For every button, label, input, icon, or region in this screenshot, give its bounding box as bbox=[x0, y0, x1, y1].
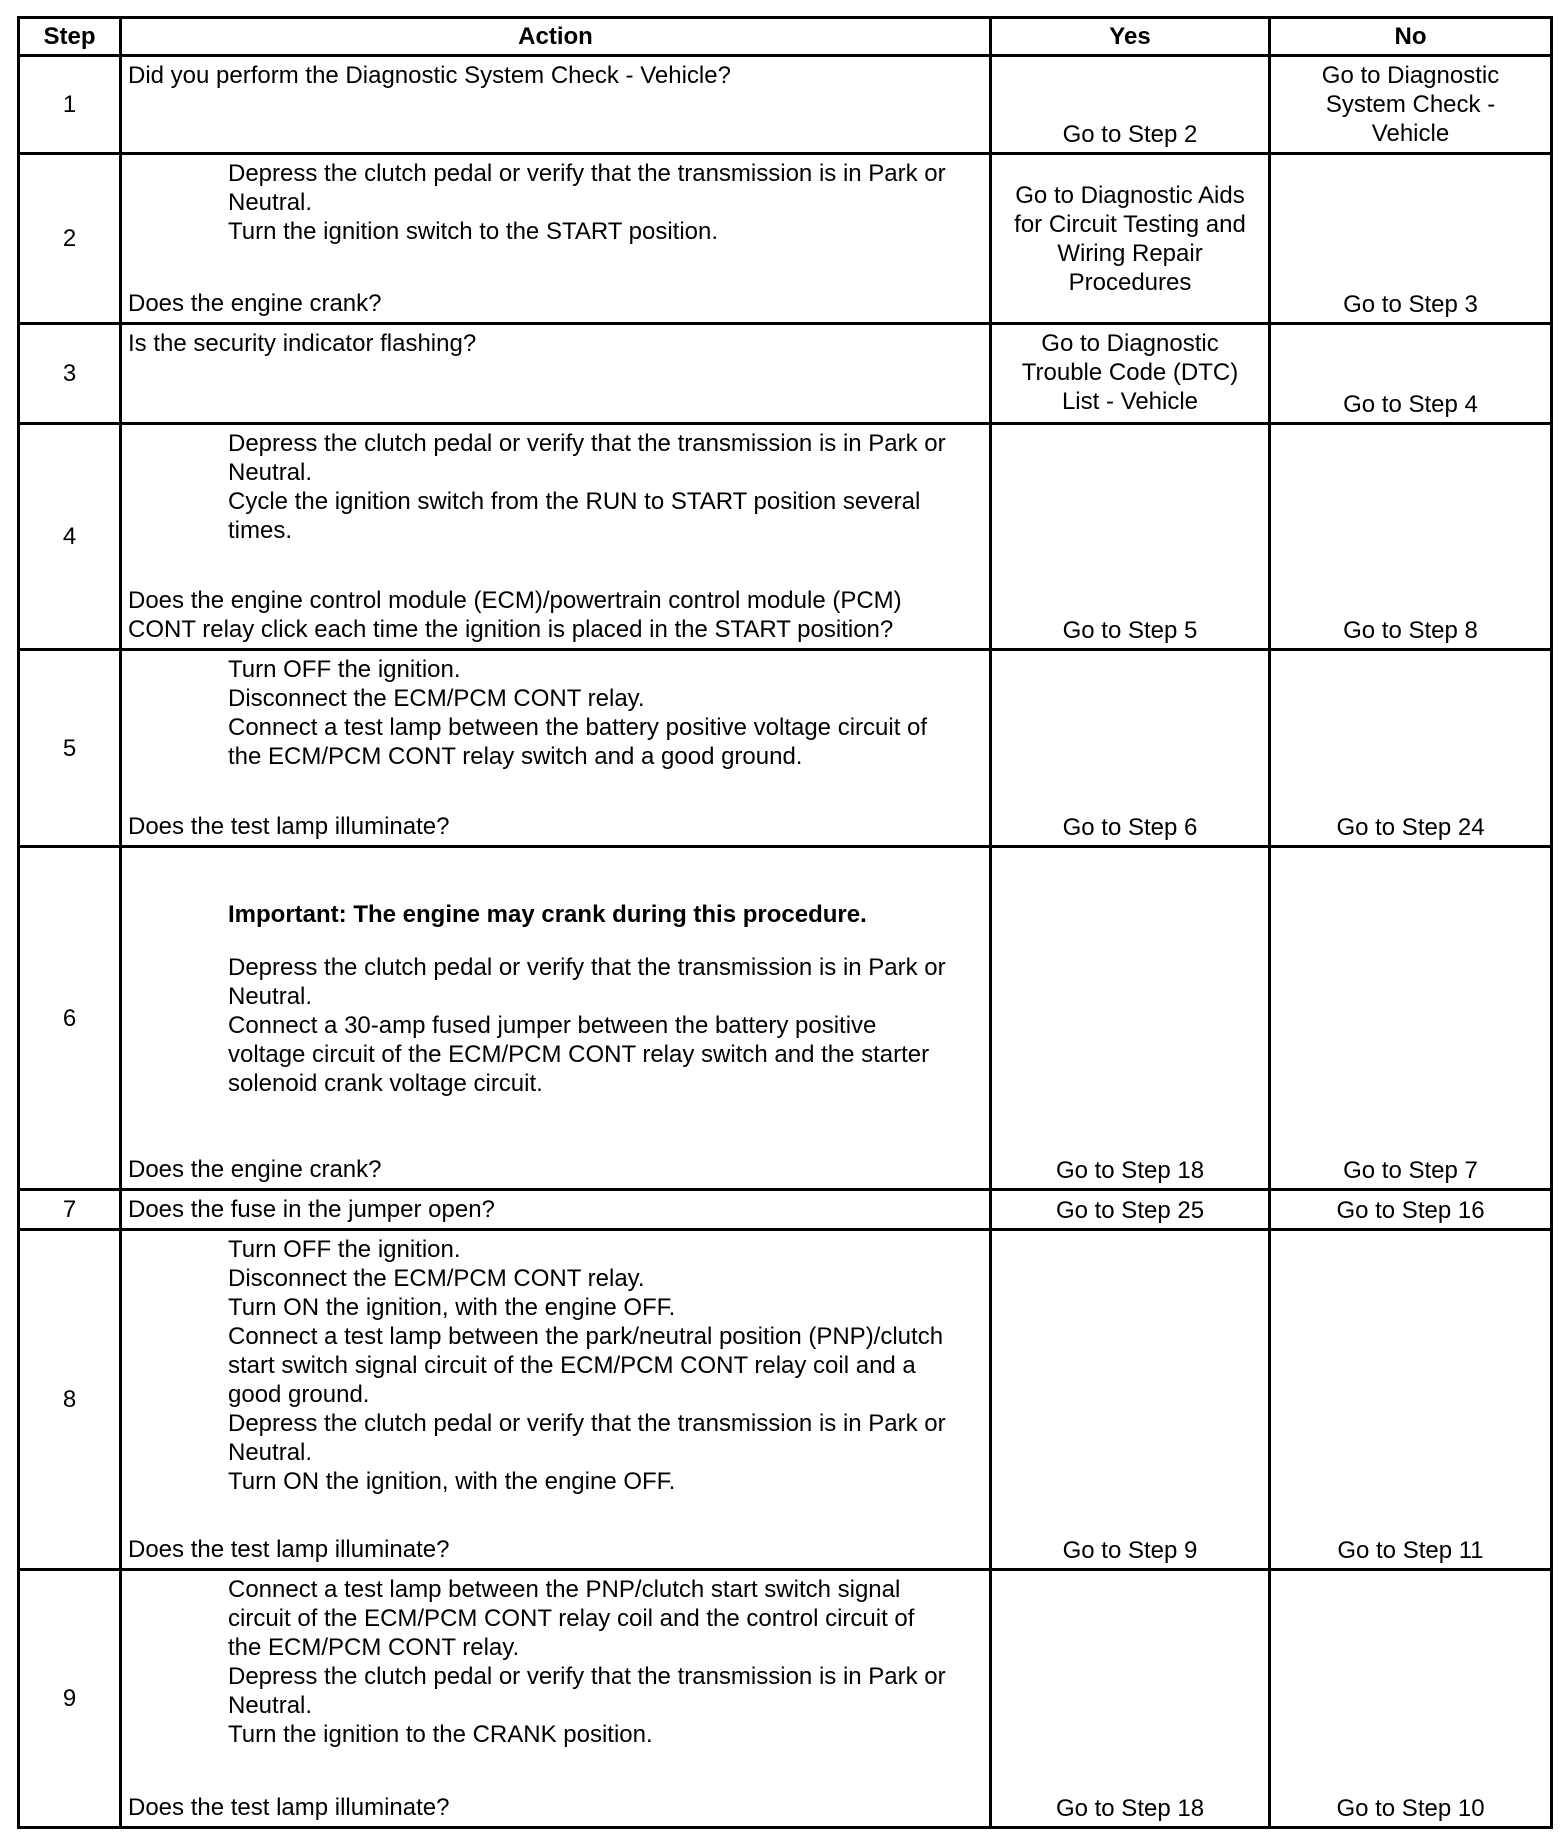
no-result-line: Go to Step 16 bbox=[1336, 1196, 1485, 1224]
yes-result bbox=[992, 1191, 1268, 1228]
action-question: Did you perform the Diagnostic System Check - Vehicle? bbox=[128, 62, 731, 89]
yes-result-line: Go to Step 2 bbox=[1062, 121, 1198, 148]
action-question: Does the fuse in the jumper open? bbox=[128, 1196, 495, 1223]
no-result bbox=[1271, 57, 1550, 152]
column-divider bbox=[1550, 16, 1553, 1829]
action-step-line: Depress the clutch pedal or verify that the transmission is in Park or bbox=[228, 954, 946, 981]
action-cell bbox=[122, 325, 989, 422]
action-step-line: voltage circuit of the ECM/PCM CONT relay switch and the starter bbox=[228, 1041, 930, 1068]
action-cell bbox=[122, 848, 989, 1188]
yes-result bbox=[992, 848, 1268, 1188]
no-result-line: System Check - bbox=[1325, 91, 1496, 118]
action-cell bbox=[122, 1231, 989, 1568]
action-instructions bbox=[128, 429, 985, 545]
no-result-line: Go to Step 4 bbox=[1343, 391, 1478, 418]
action-step-line: the ECM/PCM CONT relay. bbox=[228, 1634, 520, 1661]
action-step-line: Disconnect the ECM/PCM CONT relay. bbox=[228, 685, 645, 712]
step-number: 5 bbox=[62, 734, 77, 762]
important-note: Important: The engine may crank during this procedure. bbox=[228, 901, 867, 928]
action-question-line: CONT relay click each time the ignition is placed in the START position? bbox=[128, 616, 894, 643]
yes-result-line: Go to Step 25 bbox=[1055, 1196, 1205, 1224]
no-result-line: Go to Step 10 bbox=[1336, 1795, 1485, 1822]
action-step-line: Disconnect the ECM/PCM CONT relay. bbox=[228, 1265, 645, 1292]
no-result-line: Go to Step 3 bbox=[1343, 291, 1478, 318]
no-result bbox=[1271, 1191, 1550, 1228]
yes-result bbox=[992, 57, 1268, 152]
action-step-line: Neutral. bbox=[228, 1439, 313, 1466]
action-step-line: solenoid crank voltage circuit. bbox=[228, 1070, 543, 1097]
no-result bbox=[1271, 155, 1550, 322]
no-result-line: Go to Step 7 bbox=[1343, 1157, 1478, 1184]
no-result bbox=[1271, 1231, 1550, 1568]
action-steps bbox=[128, 429, 985, 545]
action-question bbox=[128, 586, 985, 644]
action-question-line: Does the test lamp illuminate? bbox=[128, 1536, 450, 1563]
no-result-line: Go to Step 24 bbox=[1336, 814, 1485, 841]
header-no: No bbox=[1394, 23, 1427, 50]
action-question-line: Does the engine crank? bbox=[128, 1156, 382, 1183]
no-result bbox=[1271, 848, 1550, 1188]
no-result bbox=[1271, 1571, 1550, 1826]
action-step-line: Depress the clutch pedal or verify that the transmission is in Park or bbox=[228, 1410, 946, 1437]
action-question bbox=[128, 1793, 985, 1822]
yes-result-line: Go to Diagnostic Aids bbox=[1015, 182, 1245, 209]
action-step-line: circuit of the ECM/PCM CONT relay coil and the control circuit of bbox=[228, 1605, 915, 1632]
action-step-line: times. bbox=[228, 517, 293, 544]
yes-result-line: Go to Diagnostic bbox=[1041, 330, 1219, 357]
action-steps bbox=[128, 159, 985, 246]
action-instructions bbox=[128, 655, 985, 771]
action-instructions bbox=[128, 1195, 985, 1224]
action-step-line: Turn ON the ignition, with the engine OFF. bbox=[228, 1468, 676, 1495]
action-step-line: Turn the ignition to the CRANK position. bbox=[228, 1721, 653, 1748]
action-question-line: Does the test lamp illuminate? bbox=[128, 813, 450, 840]
action-steps bbox=[128, 1235, 985, 1496]
action-steps bbox=[128, 953, 985, 1098]
action-step-line: Turn OFF the ignition. bbox=[228, 1236, 461, 1263]
yes-result-line: Wiring Repair bbox=[1057, 240, 1203, 267]
action-instructions bbox=[128, 852, 985, 1098]
yes-result bbox=[992, 425, 1268, 648]
action-step-line: Neutral. bbox=[228, 983, 313, 1010]
header-yes: Yes bbox=[1109, 23, 1151, 50]
yes-result-line: List - Vehicle bbox=[1061, 388, 1199, 415]
step-number: 7 bbox=[62, 1196, 77, 1223]
action-step-line: Neutral. bbox=[228, 189, 313, 216]
yes-result-line: Go to Step 9 bbox=[1062, 1537, 1198, 1564]
action-cell bbox=[122, 425, 989, 648]
no-result-line: Go to Diagnostic bbox=[1321, 62, 1500, 89]
action-steps bbox=[128, 655, 985, 771]
action-step-line: Turn the ignition switch to the START position. bbox=[228, 218, 719, 245]
step-number: 4 bbox=[62, 523, 77, 550]
yes-result bbox=[992, 155, 1268, 322]
yes-result bbox=[992, 651, 1268, 845]
action-step-line: Depress the clutch pedal or verify that the transmission is in Park or bbox=[228, 160, 946, 187]
action-step-line: Depress the clutch pedal or verify that the transmission is in Park or bbox=[228, 1663, 946, 1690]
step-number: 6 bbox=[62, 1004, 77, 1032]
action-instructions bbox=[128, 1575, 985, 1749]
action-step-line: Connect a test lamp between the PNP/clutch start switch signal bbox=[228, 1576, 901, 1603]
action-cell bbox=[122, 57, 989, 152]
action-step-line: Cycle the ignition switch from the RUN to START position several bbox=[228, 488, 921, 515]
action-step-line: Neutral. bbox=[228, 1692, 313, 1719]
action-question-line: Does the engine control module (ECM)/powertrain control module (PCM) bbox=[128, 587, 902, 614]
action-instructions bbox=[128, 329, 985, 358]
step-number: 8 bbox=[62, 1386, 77, 1413]
action-step-line: Turn OFF the ignition. bbox=[228, 656, 461, 683]
action-step-line: Neutral. bbox=[228, 459, 313, 486]
action-step-line: good ground. bbox=[228, 1381, 370, 1408]
action-instructions bbox=[128, 61, 985, 90]
yes-result bbox=[992, 325, 1268, 422]
yes-result-line: Go to Step 6 bbox=[1062, 814, 1198, 841]
no-result-line: Go to Step 11 bbox=[1337, 1537, 1484, 1564]
action-step-line: Depress the clutch pedal or verify that the transmission is in Park or bbox=[228, 430, 946, 457]
yes-result-line: Go to Step 18 bbox=[1055, 1795, 1205, 1822]
action-question-line: Does the engine crank? bbox=[128, 290, 382, 317]
action-step-line: start switch signal circuit of the ECM/PCM CONT relay coil and a bbox=[228, 1352, 916, 1379]
action-cell bbox=[122, 155, 989, 322]
action-step-line: Turn ON the ignition, with the engine OFF. bbox=[228, 1294, 676, 1321]
no-result-line: Vehicle bbox=[1371, 120, 1450, 147]
action-question bbox=[128, 289, 985, 318]
no-result bbox=[1271, 651, 1550, 845]
action-step-line: Connect a test lamp between the battery positive voltage circuit of bbox=[228, 714, 928, 741]
row-divider bbox=[17, 1826, 1553, 1829]
action-question bbox=[128, 1535, 985, 1564]
header-action: Action bbox=[518, 23, 593, 50]
yes-result bbox=[992, 1231, 1268, 1568]
step-number: 2 bbox=[62, 225, 77, 252]
action-question bbox=[128, 812, 985, 841]
no-result-line: Go to Step 8 bbox=[1343, 617, 1478, 644]
no-result bbox=[1271, 425, 1550, 648]
action-step-line: Connect a 30-amp fused jumper between the battery positive bbox=[228, 1012, 877, 1039]
action-question bbox=[128, 1155, 985, 1184]
yes-result-line: Procedures bbox=[1068, 269, 1192, 296]
header-step: Step bbox=[43, 23, 96, 50]
yes-result-line: Trouble Code (DTC) bbox=[1021, 359, 1239, 386]
action-instructions bbox=[128, 1235, 985, 1496]
step-number: 3 bbox=[62, 360, 77, 387]
action-step-line: the ECM/PCM CONT relay switch and a good ground. bbox=[228, 743, 803, 770]
action-cell bbox=[122, 1191, 989, 1228]
action-cell bbox=[122, 651, 989, 845]
step-number: 9 bbox=[62, 1685, 77, 1712]
action-question: Is the security indicator flashing? bbox=[128, 330, 477, 357]
yes-result-line: Go to Step 18 bbox=[1055, 1157, 1205, 1184]
no-result bbox=[1271, 325, 1550, 422]
action-step-line: Connect a test lamp between the park/neutral position (PNP)/clutch bbox=[228, 1323, 944, 1350]
action-steps bbox=[128, 1575, 985, 1749]
yes-result-line: for Circuit Testing and bbox=[1014, 211, 1246, 238]
action-instructions bbox=[128, 159, 985, 246]
yes-result bbox=[992, 1571, 1268, 1826]
action-question-line: Does the test lamp illuminate? bbox=[128, 1794, 450, 1821]
yes-result-line: Go to Step 5 bbox=[1062, 617, 1198, 644]
step-number: 1 bbox=[62, 91, 77, 118]
action-cell bbox=[122, 1571, 989, 1826]
